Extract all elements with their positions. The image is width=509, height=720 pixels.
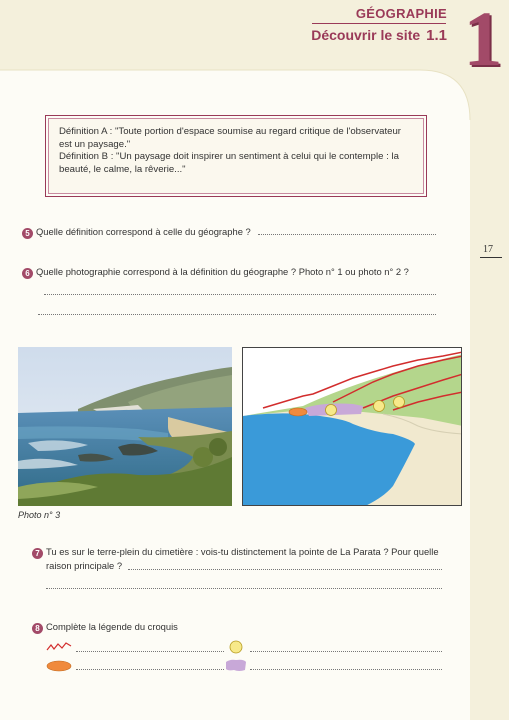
lilac-blob-icon <box>224 658 248 673</box>
landscape-sketch <box>242 347 462 506</box>
question-5 <box>22 226 251 239</box>
answer-line-7a[interactable] <box>128 568 442 570</box>
answer-line-5[interactable] <box>258 233 436 235</box>
question-5-text: Quelle définition correspond à celle du géographe ? <box>36 226 251 237</box>
question-7-line2: raison principale ? <box>46 560 123 571</box>
legend-answer-red-line[interactable] <box>76 650 224 652</box>
definitions-content <box>48 118 424 194</box>
question-6 <box>22 266 409 279</box>
legend-answer-orange-ellipse[interactable] <box>76 668 224 670</box>
answer-line-6a[interactable] <box>44 293 436 295</box>
answer-line-7b[interactable] <box>46 587 442 589</box>
legend-answer-lilac-blob[interactable] <box>250 668 442 670</box>
page-number: 17 <box>483 244 493 255</box>
chapter-number: 1 <box>463 0 503 82</box>
definition-a-line1: Définition A : "Toute portion d'espace soumise au regard critique de l'observateur <box>59 126 401 137</box>
coast-photo <box>18 347 232 506</box>
question-7-continued <box>46 560 122 571</box>
question-8 <box>22 621 178 634</box>
definitions-box <box>45 115 427 197</box>
question-8-text: Complète la légende du croquis <box>46 621 178 632</box>
subject-heading: GÉOGRAPHIE <box>355 6 447 21</box>
definition-b-line1: Définition B : "Un paysage doit inspirer un sentiment à celui qui le contemple : la <box>59 151 399 162</box>
section-number: 1.1 <box>426 27 447 44</box>
section-title: Découvrir le site <box>311 27 421 43</box>
orange-ellipse-icon <box>45 659 73 673</box>
question-5-number: 5 <box>22 228 33 239</box>
yellow-circle-icon <box>228 639 244 655</box>
red-line-icon <box>45 640 73 654</box>
answer-line-6b[interactable] <box>38 313 436 315</box>
header-divider <box>312 23 446 24</box>
definition-a-line2: est un paysage." <box>59 138 131 150</box>
page-number-rule <box>480 257 502 258</box>
landscape-sketch-drawing <box>243 348 462 506</box>
question-7-number: 7 <box>32 548 43 559</box>
legend-answer-yellow-circle[interactable] <box>250 650 442 652</box>
section-heading <box>311 27 447 44</box>
coast-photo-image <box>18 347 232 506</box>
photo-caption: Photo n° 3 <box>18 510 61 520</box>
question-8-number: 8 <box>32 623 43 634</box>
definition-b-line2: beauté, le calme, la rêverie..." <box>59 163 186 175</box>
question-6-number: 6 <box>22 268 33 279</box>
question-7 <box>22 546 439 559</box>
question-6-text: Quelle photographie correspond à la définition du géographe ? Photo n° 1 ou photo n° 2 ? <box>36 266 409 277</box>
question-7-line1: Tu es sur le terre-plein du cimetière : vois-tu distinctement la pointe de La Parata ? Pour quelle <box>46 546 439 557</box>
